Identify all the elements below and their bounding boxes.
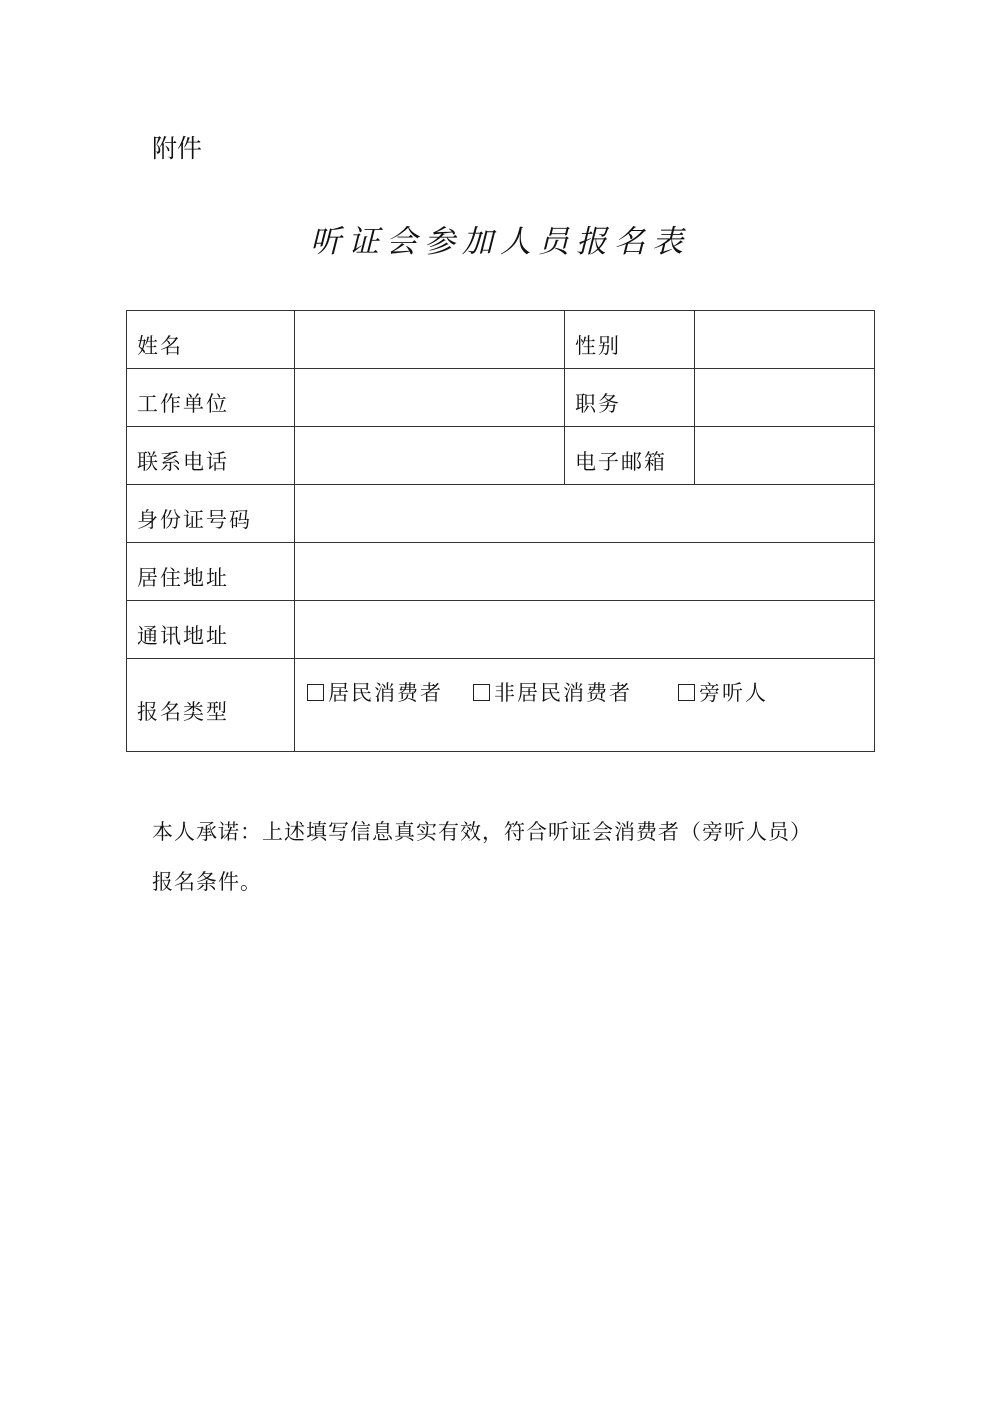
type-option-label: 旁听人: [699, 681, 768, 705]
table-row: [127, 543, 875, 601]
id-number-label: 身份证号码: [127, 485, 295, 543]
pledge-text: 本人承诺：上述填写信息真实有效，符合听证会消费者（旁听人员）: [152, 820, 812, 844]
table-row: [127, 485, 875, 543]
gender-field[interactable]: [695, 311, 875, 369]
email-field[interactable]: [695, 427, 875, 485]
mailing-field[interactable]: [295, 601, 875, 659]
form-title: 听证会参加人员报名表: [310, 224, 690, 260]
name-field[interactable]: [295, 311, 565, 369]
position-label: 职务: [565, 369, 695, 427]
name-label: 姓名: [127, 311, 295, 369]
phone-label: 联系电话: [127, 427, 295, 485]
type-label: 报名类型: [127, 659, 295, 752]
workplace-label: 工作单位: [127, 369, 295, 427]
gender-label: 性别: [565, 311, 695, 369]
phone-field[interactable]: [295, 427, 565, 485]
type-option-observer[interactable]: [678, 677, 768, 707]
position-field[interactable]: [695, 369, 875, 427]
id-number-field[interactable]: [295, 485, 875, 543]
table-row: [127, 311, 875, 369]
email-label: 电子邮箱: [565, 427, 695, 485]
table-row: [127, 427, 875, 485]
table-row: [127, 601, 875, 659]
attachment-label: 附件: [152, 134, 203, 163]
type-options-cell: [295, 659, 875, 752]
workplace-field[interactable]: [295, 369, 565, 427]
residence-field[interactable]: [295, 543, 875, 601]
residence-label: 居住地址: [127, 543, 295, 601]
checkbox-icon[interactable]: [678, 684, 695, 701]
type-option-label: 居民消费者: [328, 681, 443, 705]
type-option-label: 非居民消费者: [494, 681, 632, 705]
table-row: [127, 369, 875, 427]
type-option-resident[interactable]: [307, 677, 443, 707]
registration-table: [126, 310, 875, 752]
checkbox-icon[interactable]: [473, 684, 490, 701]
mailing-label: 通讯地址: [127, 601, 295, 659]
checkbox-icon[interactable]: [307, 684, 324, 701]
pledge-text-continued: 报名条件。: [152, 870, 262, 894]
table-row: [127, 659, 875, 752]
type-option-non-resident[interactable]: [473, 677, 632, 707]
